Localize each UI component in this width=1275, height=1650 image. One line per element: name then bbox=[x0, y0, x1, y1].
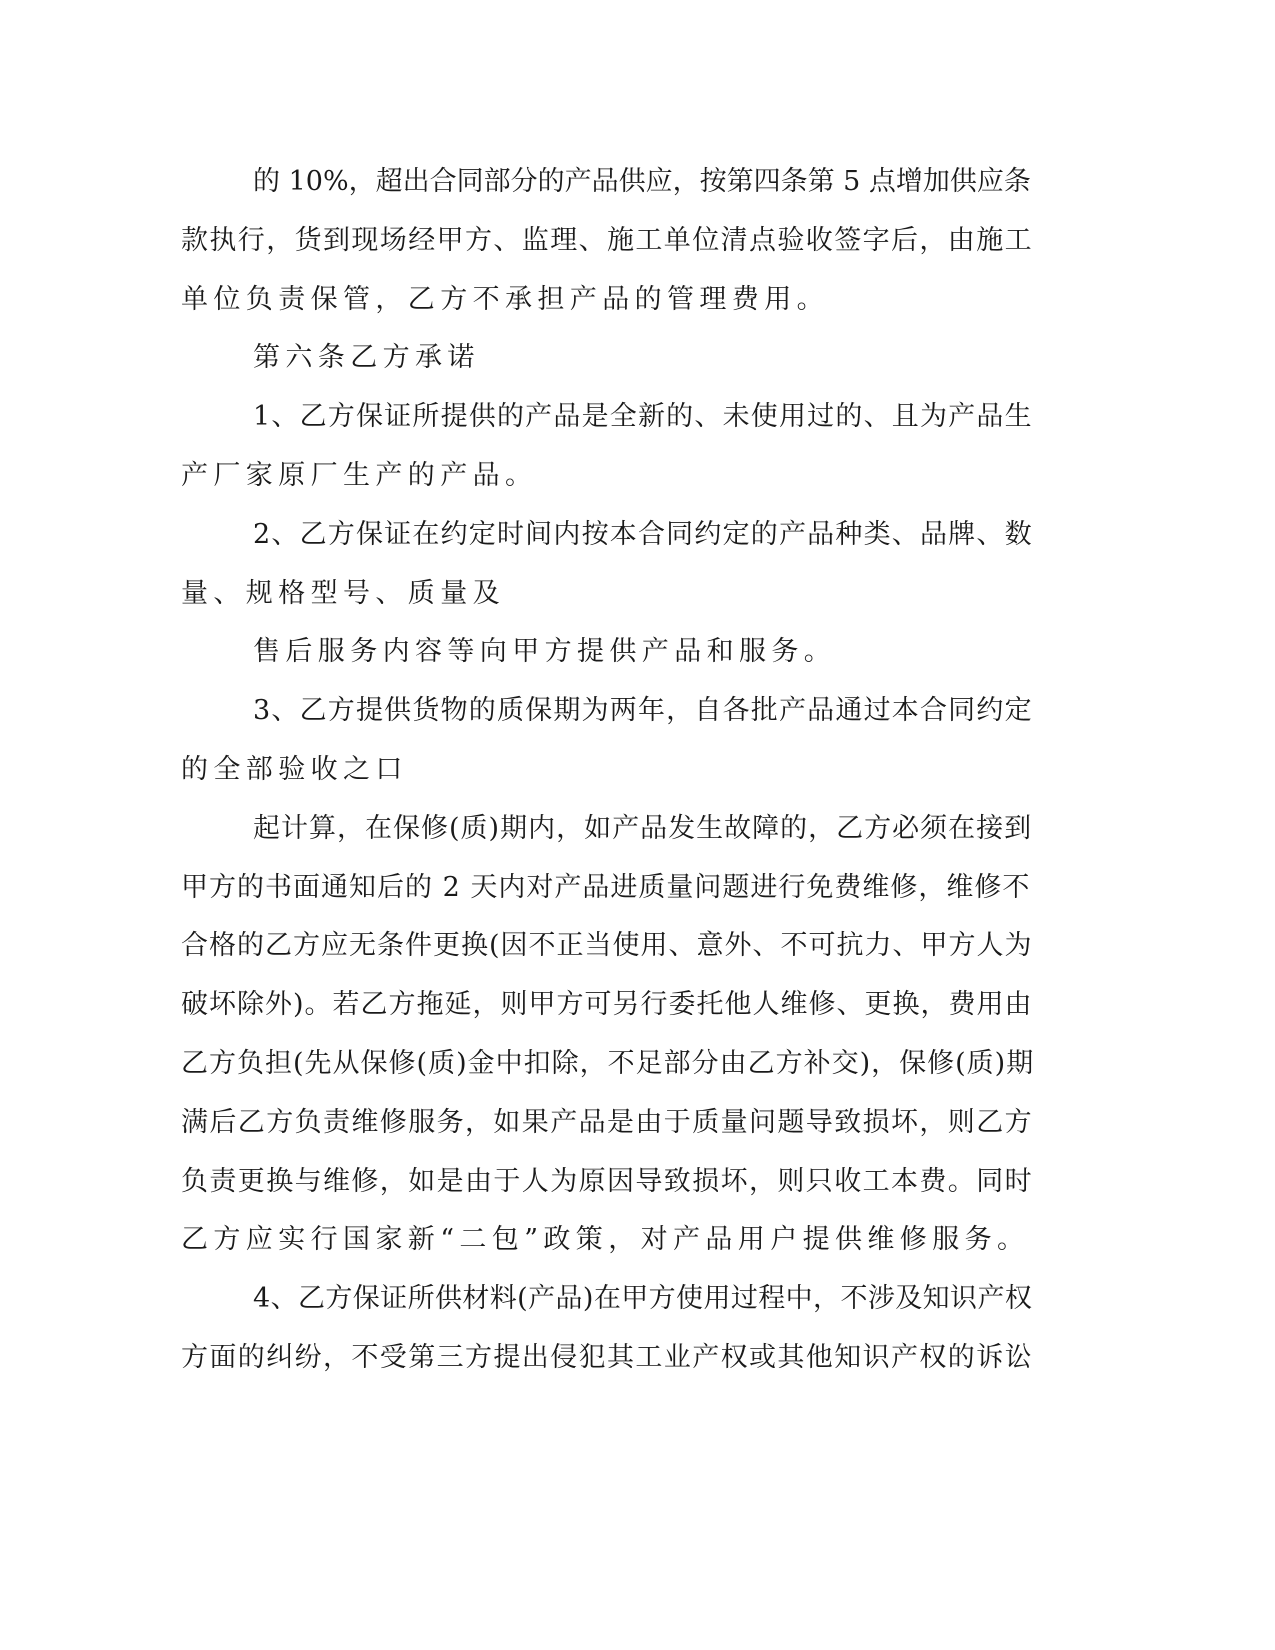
text-line: 的全部验收之口 bbox=[181, 754, 408, 785]
text-line: 乙方负担(先从保修(质)金中扣除，不足部分由乙方补交)，保修(质)期 bbox=[181, 1048, 1035, 1079]
text-line: 4、乙方保证所供材料(产品)在甲方使用过程中，不涉及知识产权 bbox=[253, 1283, 1033, 1314]
text-line: 合格的乙方应无条件更换(因不正当使用、意外、不可抗力、甲方人为 bbox=[181, 930, 1033, 961]
text-line: 负责更换与维修，如是由于人为原因导致损坏，则只收工本费。同时 bbox=[181, 1166, 1033, 1197]
text-line: 3、乙方提供货物的质保期为两年，自各批产品通过本合同约定 bbox=[253, 695, 1033, 726]
text-line: 单位负责保管，乙方不承担产品的管理费用。 bbox=[181, 284, 829, 315]
text-line: 乙方应实行国家新“二包”政策，对产品用户提供维修服务。 bbox=[181, 1224, 1030, 1255]
text-line: 方面的纠纷，不受第三方提出侵犯其工业产权或其他知识产权的诉讼 bbox=[181, 1342, 1033, 1373]
text-line: 甲方的书面通知后的 2 天内对产品进质量问题进行免费维修，维修不 bbox=[181, 872, 1031, 903]
text-line: 2、乙方保证在约定时间内按本合同约定的产品种类、品牌、数 bbox=[253, 519, 1033, 550]
text-line: 售后服务内容等向甲方提供产品和服务。 bbox=[253, 636, 837, 667]
text-line: 的 10%，超出合同部分的产品供应，按第四条第 5 点增加供应条 bbox=[253, 166, 1031, 197]
text-line: 1、乙方保证所提供的产品是全新的、未使用过的、且为产品生 bbox=[253, 401, 1033, 432]
text-line: 量、规格型号、质量及 bbox=[181, 578, 505, 609]
text-line: 破坏除外)。若乙方拖延，则甲方可另行委托他人维修、更换，费用由 bbox=[181, 989, 1033, 1020]
text-line: 起计算，在保修(质)期内，如产品发生故障的，乙方必须在接到 bbox=[253, 813, 1033, 844]
section-heading: 第六条乙方承诺 bbox=[253, 342, 480, 373]
text-line: 款执行，货到现场经甲方、监理、施工单位清点验收签字后，由施工 bbox=[181, 225, 1033, 256]
text-line: 产厂家原厂生产的产品。 bbox=[181, 460, 538, 491]
text-line: 满后乙方负责维修服务，如果产品是由于质量问题导致损坏，则乙方 bbox=[181, 1107, 1033, 1138]
